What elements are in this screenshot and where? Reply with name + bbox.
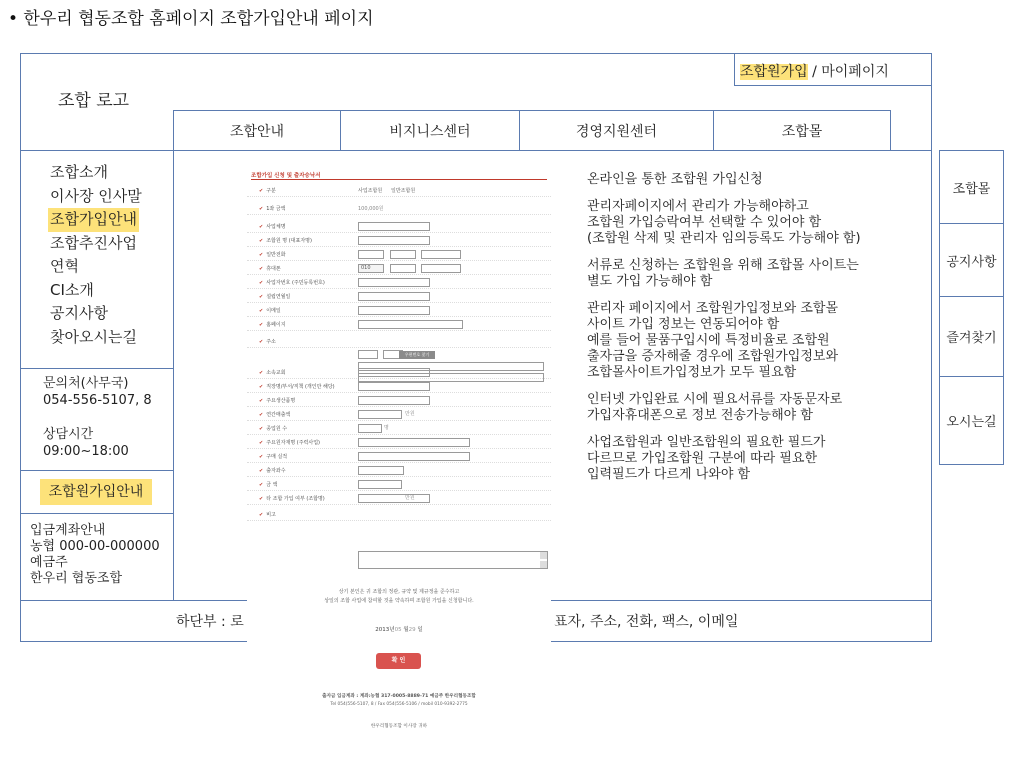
- textarea-scroll-up-icon[interactable]: [540, 552, 547, 559]
- row-divider: [247, 330, 551, 331]
- form-input[interactable]: [358, 438, 470, 447]
- check-mark-icon: ✔: [259, 308, 264, 314]
- field-label-text: 소속교회: [266, 370, 286, 376]
- join-form-screenshot: [247, 165, 551, 737]
- form-input[interactable]: [358, 452, 470, 461]
- row-divider: [247, 434, 551, 435]
- radio-business[interactable]: 사업조합원: [358, 188, 383, 194]
- contact-phone: 054-556-5107, 8: [43, 393, 152, 408]
- agree-line-2: 상일의 조합 사업에 참여할 것을 약속하며 조합원 가입을 신청합니다.: [324, 598, 474, 604]
- left-menu-item-notice[interactable]: 공지사항: [50, 304, 108, 322]
- field-label-text: 출자좌수: [266, 468, 286, 474]
- join-link[interactable]: 조합원가입: [740, 64, 808, 80]
- row-divider: [247, 260, 551, 261]
- check-mark-icon: ✔: [259, 224, 264, 230]
- form-row: [247, 336, 551, 348]
- date-day-label: 일: [417, 627, 423, 633]
- form-row: [247, 493, 551, 505]
- contact-label: 문의처(사무국): [43, 376, 129, 391]
- form-row: [247, 509, 551, 521]
- check-mark-icon: ✔: [259, 440, 264, 446]
- form-row: [247, 395, 551, 407]
- row-divider: [247, 347, 551, 348]
- check-mark-icon: ✔: [259, 412, 264, 418]
- check-mark-icon: ✔: [259, 188, 264, 194]
- row-divider: [247, 520, 551, 521]
- check-mark-icon: ✔: [259, 266, 264, 272]
- field-label-text: 사업체명: [266, 224, 286, 230]
- side-item-bookmark[interactable]: [939, 296, 1004, 377]
- form-row: [247, 409, 551, 421]
- field-label-text: 휴대폰: [266, 266, 281, 272]
- form-input[interactable]: [358, 494, 430, 503]
- form-row: [247, 319, 551, 331]
- form-field-label: [259, 321, 286, 328]
- check-mark-icon: ✔: [259, 468, 264, 474]
- form-row: [247, 451, 551, 463]
- side-label: 공지사항: [946, 254, 997, 270]
- form-row: [247, 221, 551, 233]
- row-divider: [247, 490, 551, 491]
- form-row: [247, 479, 551, 491]
- form-row: [247, 381, 551, 393]
- field-label-text: 1좌 금액: [266, 206, 286, 212]
- form-input[interactable]: [358, 320, 463, 329]
- description-paragraph: [587, 392, 917, 424]
- form-field-label: [259, 279, 325, 286]
- left-menu-item-ci[interactable]: CI소개: [50, 280, 94, 299]
- left-menu-item-history[interactable]: 연혁: [50, 257, 79, 275]
- unit-employees: 명: [384, 425, 389, 431]
- form-row: [247, 277, 551, 289]
- form-row: [247, 249, 551, 261]
- form-row: [247, 291, 551, 303]
- row-divider: [247, 196, 551, 197]
- form-row: [247, 465, 551, 477]
- left-menu-item-about[interactable]: 조합소개: [50, 163, 108, 181]
- zip-input-1[interactable]: [358, 350, 378, 359]
- date-day[interactable]: 29: [408, 627, 416, 633]
- form-input[interactable]: [358, 382, 430, 391]
- unit-amount: 만원: [405, 495, 415, 501]
- description-line: 별도 가입 가능해야 함: [587, 274, 713, 289]
- form-row: [247, 423, 551, 435]
- mobile-prefix-select[interactable]: [358, 264, 384, 273]
- description-paragraph: [587, 435, 917, 483]
- row-divider: [247, 504, 551, 505]
- form-field-label: [259, 425, 287, 432]
- footer-text-left: 하단부 : 로: [176, 614, 244, 630]
- nav-label: 비지니스센터: [389, 123, 471, 140]
- check-mark-icon: ✔: [259, 512, 264, 518]
- side-item-notice[interactable]: [939, 223, 1004, 297]
- form-input[interactable]: [358, 278, 430, 287]
- amount-value: 100,000원: [358, 206, 384, 212]
- nav-label: 조합안내: [229, 123, 285, 140]
- confirm-button[interactable]: [376, 653, 421, 669]
- nav-item-business[interactable]: [340, 110, 520, 151]
- check-mark-icon: ✔: [259, 370, 264, 376]
- description-line: 사이트 가입 정보는 연동되어야 함: [587, 317, 780, 332]
- nav-item-mall[interactable]: [713, 110, 891, 151]
- form-field-label: [259, 511, 276, 518]
- row-divider: [247, 420, 551, 421]
- date-year: 2013년: [375, 627, 395, 633]
- page-title: • 한우리 협동조합 홈페이지 조합가입안내 페이지: [8, 9, 374, 29]
- zip-search-button[interactable]: [399, 351, 435, 359]
- form-input[interactable]: [358, 222, 430, 231]
- left-menu-item-projects[interactable]: 조합추진사업: [50, 233, 137, 252]
- form-input[interactable]: [358, 466, 404, 475]
- field-label-text: 이메일: [266, 308, 281, 314]
- check-mark-icon: ✔: [259, 238, 264, 244]
- form-field-label: [259, 397, 295, 404]
- form-input[interactable]: [358, 250, 384, 259]
- row-divider: [247, 462, 551, 463]
- left-menu-item-directions[interactable]: 찾아오시는길: [50, 327, 137, 346]
- description-line: 출자금을 증자해줄 경우에 조합원가입정보와: [587, 349, 838, 364]
- zip-search-label: 우편번호 찾기: [404, 352, 430, 357]
- check-mark-icon: ✔: [259, 252, 264, 258]
- form-input[interactable]: [358, 410, 402, 419]
- form-sign: 한우리협동조합 이사장 귀하: [370, 724, 428, 729]
- confirm-label: 확 인: [391, 657, 406, 664]
- form-field-label: [259, 467, 286, 474]
- remarks-textarea[interactable]: [358, 551, 548, 569]
- form-field-label: [259, 481, 277, 488]
- field-label-text: 조합원 명 (대표자명): [266, 238, 312, 244]
- bank-label: 입금계좌안내: [30, 523, 106, 538]
- requirements-description: [587, 172, 917, 494]
- field-label-text: 직장명/부서/직책 (개인만 해당): [266, 384, 335, 390]
- side-item-mall[interactable]: [939, 150, 1004, 224]
- field-label-text: 구매 실적: [266, 454, 288, 460]
- form-input[interactable]: [390, 250, 416, 259]
- form-row: [247, 305, 551, 317]
- address-input-2[interactable]: [358, 373, 544, 382]
- bank-holder: 한우리 협동조합: [30, 571, 123, 586]
- form-field-label: [259, 307, 281, 314]
- form-title: 조합가입 신청 및 출자승낙서: [251, 173, 321, 179]
- field-label-text: 주소: [266, 339, 276, 345]
- form-field-label: [259, 265, 281, 272]
- field-label-text: 사업자번호 (주민등록번호): [266, 280, 325, 286]
- nav-label: 경영지원센터: [575, 123, 658, 140]
- row-divider: [247, 476, 551, 477]
- check-mark-icon: ✔: [259, 398, 264, 404]
- agree-line-1: 상기 본인은 귀 조합의 정관, 규약 및 제규정을 준수하고: [338, 589, 460, 595]
- check-mark-icon: ✔: [259, 454, 264, 460]
- description-line: 관리자 페이지에서 조합원가입정보와 조합몰: [587, 301, 838, 316]
- description-line: 사업조합원과 일반조합원의 필요한 필드가: [587, 435, 826, 450]
- form-field-label: [259, 453, 287, 460]
- contact-info: [43, 375, 152, 460]
- form-field-label: [259, 369, 286, 376]
- field-label-text: 일반전화: [266, 252, 286, 258]
- bank-holder-label: 예금주: [30, 555, 68, 570]
- form-field-label: [259, 495, 325, 502]
- form-field-label: [259, 205, 285, 212]
- form-field-label: [259, 251, 286, 258]
- description-line: 인터넷 가입완료 시에 필요서류를 자동문자로: [587, 392, 843, 407]
- bank-info: [30, 523, 160, 587]
- row-divider: [247, 246, 551, 247]
- check-mark-icon: ✔: [259, 206, 264, 212]
- form-field-label: [259, 383, 335, 390]
- field-label-text: 구분: [266, 188, 276, 194]
- form-input[interactable]: [358, 396, 430, 405]
- check-mark-icon: ✔: [259, 294, 264, 300]
- form-row: [247, 203, 551, 215]
- left-menu: [48, 161, 144, 349]
- join-guide-button[interactable]: 조합원가입안내: [40, 479, 152, 505]
- description-line: 입력필드가 다르게 나와야 함: [587, 467, 751, 482]
- field-label-text: 홈페이지: [266, 322, 286, 328]
- form-field-label: [259, 338, 276, 345]
- nav-item-management[interactable]: [519, 110, 714, 151]
- description-line: 조합몰사이트가입정보가 모두 필요함: [587, 365, 797, 380]
- row-divider: [247, 406, 551, 407]
- description-line: 서류로 신청하는 조합원을 위해 조합몰 사이트는: [587, 258, 859, 273]
- description-line: (조합원 삭제 및 관리자 임의등록도 가능해야 함): [587, 231, 861, 246]
- form-field-label: [259, 439, 320, 446]
- form-tel-line: Tel 054(556-5107, 8 / Fax 054(556-5106 / mobil 010-9392-2775: [330, 702, 468, 707]
- form-input[interactable]: [421, 250, 461, 259]
- form-bank-line: 출자금 입금계좌 : 계좌:농협 317-0005-8889-71 예금주 한우리협동조합: [322, 694, 476, 699]
- field-label-text: 타 조합 가입 여부 (조합명): [266, 496, 325, 502]
- row-divider: [247, 232, 551, 233]
- description-line: 조합원 가입승락여부 선택할 수 있어야 함: [587, 215, 822, 230]
- nav-item-guide[interactable]: [173, 110, 341, 151]
- nav-label: 조합몰: [781, 123, 823, 140]
- row-divider: [247, 316, 551, 317]
- field-label-text: 금 액: [266, 482, 278, 488]
- field-label-text: 주요원자재명 (주력사업): [266, 440, 320, 446]
- bank-account: 농협 000-00-000000: [30, 539, 160, 554]
- util-links: [734, 53, 932, 86]
- check-mark-icon: ✔: [259, 496, 264, 502]
- field-label-text: 주요생산품명: [266, 398, 296, 404]
- side-label: 즐겨찾기: [946, 331, 997, 346]
- field-label-text: 연간매출액: [266, 412, 291, 418]
- side-item-directions[interactable]: [939, 376, 1004, 465]
- description-paragraph: [587, 301, 917, 381]
- row-divider: [247, 302, 551, 303]
- check-mark-icon: ✔: [259, 280, 264, 286]
- form-title-underline: [251, 179, 547, 180]
- field-label-text: 비고: [266, 512, 276, 518]
- textarea-scroll-down-icon[interactable]: [540, 561, 547, 568]
- left-menu-item-greeting[interactable]: 이사장 인사말: [50, 186, 142, 205]
- check-mark-icon: ✔: [259, 426, 264, 432]
- left-menu-item-join-guide[interactable]: 조합가입안내: [48, 208, 139, 232]
- radio-general[interactable]: 일반조합원: [391, 188, 416, 194]
- form-input[interactable]: [358, 236, 430, 245]
- form-row: [247, 263, 551, 275]
- description-paragraph: [587, 258, 917, 290]
- date-line: [247, 625, 551, 633]
- check-mark-icon: ✔: [259, 384, 264, 390]
- description-line: 온라인을 통한 조합원 가입신청: [587, 172, 763, 187]
- check-mark-icon: ✔: [259, 482, 264, 488]
- address-input-1[interactable]: [358, 362, 544, 371]
- form-input[interactable]: [390, 264, 416, 273]
- row-divider: [247, 392, 551, 393]
- row-divider: [247, 274, 551, 275]
- form-field-label: [259, 293, 290, 300]
- footer-text-right: 표자, 주소, 전화, 팩스, 이메일: [554, 614, 739, 630]
- description-paragraph: [587, 172, 917, 188]
- form-field-label: [259, 223, 286, 230]
- form-field-label: [259, 237, 312, 244]
- site-logo[interactable]: 조합 로고: [58, 91, 130, 111]
- row-divider: [247, 214, 551, 215]
- hours-label: 상담시간: [43, 427, 94, 442]
- description-line: 다르므로 가입조합원 구분에 따라 필요한: [587, 451, 818, 466]
- util-separator: /: [807, 64, 822, 80]
- row-divider: [247, 448, 551, 449]
- field-label-text: 종업원 수: [266, 426, 288, 432]
- description-line: 가입자휴대폰으로 정보 전송가능해야 함: [587, 408, 813, 423]
- check-mark-icon: ✔: [259, 322, 264, 328]
- form-row: [247, 437, 551, 449]
- hours-value: 09:00~18:00: [43, 444, 129, 459]
- field-label-text: 설립연월일: [266, 294, 291, 300]
- date-month[interactable]: 05: [394, 627, 402, 633]
- agree-text: [247, 588, 551, 606]
- description-paragraph: [587, 199, 917, 247]
- date-month-label: 월: [403, 627, 409, 633]
- form-input[interactable]: [358, 306, 430, 315]
- mobile-prefix-value: 010: [361, 265, 371, 271]
- description-line: 예를 들어 물품구입시에 특정비율로 조합원: [587, 333, 830, 348]
- form-row: [247, 235, 551, 247]
- row-divider: [247, 288, 551, 289]
- mypage-link[interactable]: 마이페이지: [821, 64, 889, 80]
- side-label: 오시는길: [946, 415, 997, 430]
- form-input[interactable]: [358, 424, 382, 433]
- side-label: 조합몰: [952, 181, 991, 197]
- unit-sales: 만원: [405, 411, 415, 417]
- description-line: 관리자페이지에서 관리가 가능해야하고: [587, 199, 809, 214]
- form-field-label: [259, 411, 290, 418]
- check-mark-icon: ✔: [259, 339, 264, 345]
- form-field-label: [259, 187, 276, 194]
- form-input[interactable]: [358, 480, 402, 489]
- form-input[interactable]: [421, 264, 461, 273]
- form-input[interactable]: [358, 292, 430, 301]
